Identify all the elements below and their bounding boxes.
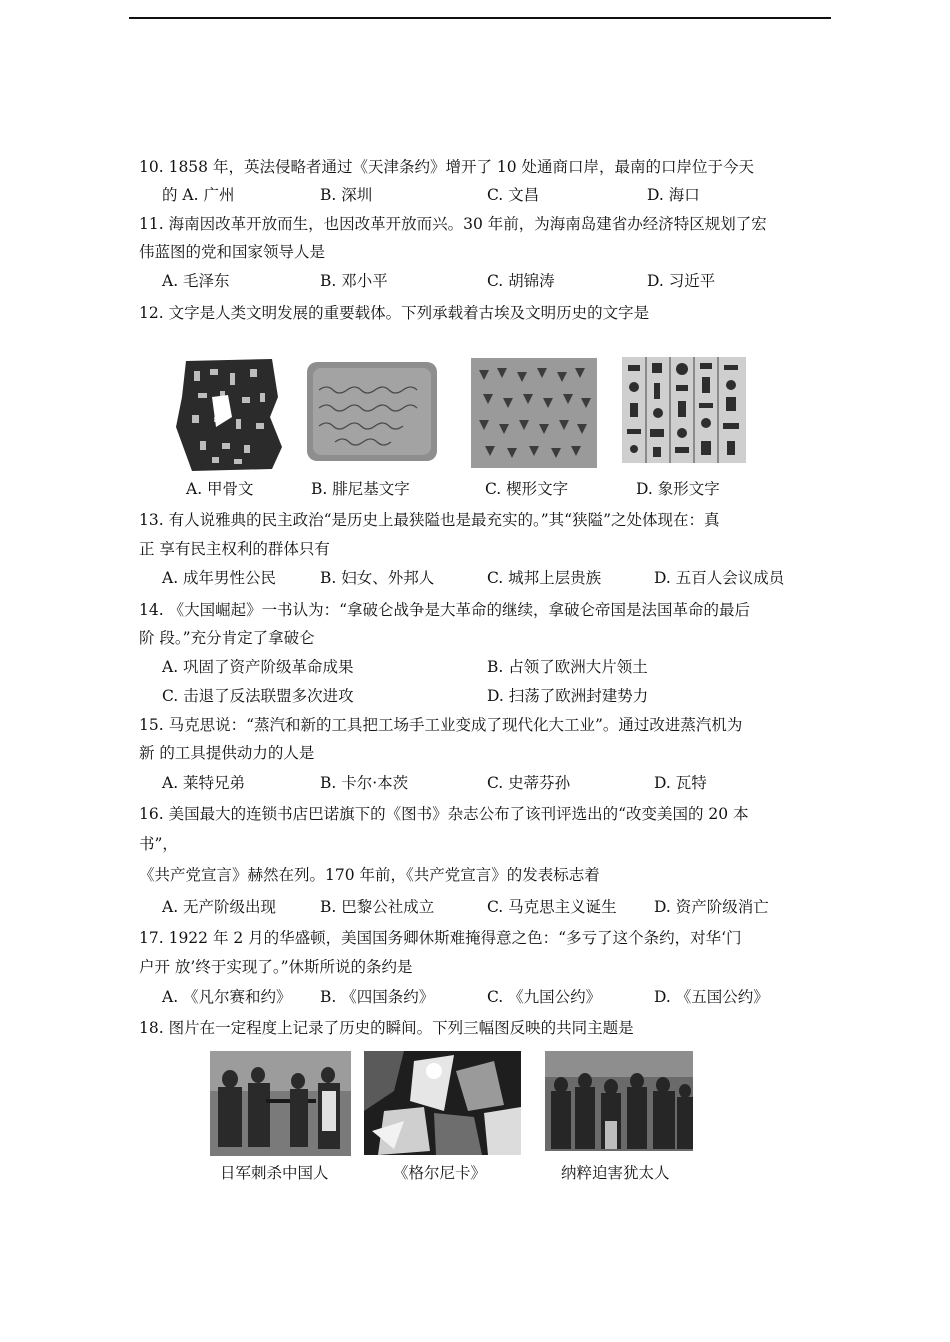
q15-stem-cont: 新 的工具提供动力的人是 — [139, 744, 315, 762]
q16-option-b: B. 巴黎公社成立 — [320, 898, 435, 916]
q11-stem-cont: 伟蓝图的党和国家领导人是 — [139, 243, 326, 261]
q14-option-c: C. 击退了反法联盟多次进攻 — [162, 687, 354, 705]
header-rule — [129, 17, 831, 19]
q16-option-a: A. 无产阶级出现 — [162, 898, 277, 916]
q11-option-c: C. 胡锦涛 — [487, 272, 555, 290]
q16-stem: 16. 美国最大的连锁书店巴诺旗下的《图书》杂志公布了该刊评选出的“改变美国的 20 本 — [139, 805, 749, 823]
q17-option-c: C. 《九国公约》 — [487, 988, 602, 1006]
q13-option-c: C. 城邦上层贵族 — [487, 569, 602, 587]
q12-option-a: A. 甲骨文 — [186, 480, 254, 498]
q16-stem-cont2: 《共产党宣言》赫然在列。170 年前，《共产党宣言》的发表标志着 — [139, 866, 600, 884]
q16-option-c: C. 马克思主义诞生 — [487, 898, 617, 916]
q10-option-b: B. 深圳 — [320, 186, 373, 204]
hieroglyph-image — [622, 357, 746, 463]
q15-option-d: D. 瓦特 — [654, 774, 707, 792]
q17-stem: 17. 1922 年 2 月的华盛顿，美国国务卿休斯难掩得意之色：“多亏了这个条约，对华‘门 — [139, 929, 742, 947]
q18-caption-2: 《格尔尼卡》 — [393, 1164, 487, 1182]
q12-option-d: D. 象形文字 — [636, 480, 720, 498]
q15-option-c: C. 史蒂芬孙 — [487, 774, 571, 792]
q16-stem-cont: 书”， — [139, 835, 178, 853]
q10-option-c: C. 文昌 — [487, 186, 540, 204]
q16-option-d: D. 资产阶级消亡 — [654, 898, 769, 916]
guernica-painting-image — [364, 1051, 521, 1155]
q13-option-d: D. 五百人会议成员 — [654, 569, 785, 587]
q10-stem-cont: 的 A. 广州 — [162, 186, 235, 204]
q17-option-d: D. 《五国公约》 — [654, 988, 769, 1006]
q11-option-a: A. 毛泽东 — [162, 272, 230, 290]
q18-stem: 18. 图片在一定程度上记录了历史的瞬间。下列三幅图反映的共同主题是 — [139, 1019, 634, 1037]
q15-stem: 15. 马克思说：“蒸汽和新的工具把工场手工业变成了现代化大工业”。通过改进蒸汽机为 — [139, 716, 743, 734]
q11-stem: 11. 海南因改革开放而生，也因改革开放而兴。30 年前，为海南岛建省办经济特区规划了宏 — [139, 215, 767, 233]
q14-option-a: A. 巩固了资产阶级革命成果 — [162, 658, 354, 676]
q11-option-d: D. 习近平 — [647, 272, 716, 290]
q17-option-a: A. 《凡尔赛和约》 — [162, 988, 292, 1006]
q10-option-d: D. 海口 — [647, 186, 700, 204]
persecution-photo-image — [545, 1051, 693, 1151]
q14-stem-cont: 阶 段。”充分肯定了拿破仑 — [139, 629, 315, 647]
q11-option-b: B. 邓小平 — [320, 272, 388, 290]
q17-stem-cont: 户开 放’终于实现了。”休斯所说的条约是 — [139, 958, 413, 976]
q14-option-d: D. 扫荡了欧洲封建势力 — [487, 687, 649, 705]
bayonet-photo-image — [210, 1051, 351, 1156]
q18-caption-1: 日军刺杀中国人 — [220, 1164, 329, 1182]
oracle-bone-image — [172, 357, 284, 471]
q18-caption-3: 纳粹迫害犹太人 — [561, 1164, 670, 1182]
q15-option-b: B. 卡尔·本茨 — [320, 774, 409, 792]
q14-option-b: B. 占领了欧洲大片领土 — [487, 658, 648, 676]
q12-stem: 12. 文字是人类文明发展的重要载体。下列承载着古埃及文明历史的文字是 — [139, 304, 650, 322]
cuneiform-tablet-image — [471, 358, 597, 468]
q17-option-b: B. 《四国条约》 — [320, 988, 435, 1006]
q10-stem: 10. 1858 年，英法侵略者通过《天津条约》增开了 10 处通商口岸，最南的口岸位于今天 — [139, 158, 755, 176]
q13-option-a: A. 成年男性公民 — [162, 569, 277, 587]
q13-stem-cont: 正 享有民主权利的群体只有 — [139, 540, 330, 558]
q14-stem: 14. 《大国崛起》一书认为：“拿破仑战争是大革命的继续，拿破仑帝国是法国革命的最后 — [139, 601, 751, 619]
q12-option-c: C. 楔形文字 — [485, 480, 569, 498]
q13-option-b: B. 妇女、外邦人 — [320, 569, 435, 587]
q13-stem: 13. 有人说雅典的民主政治“是历史上最狭隘也是最充实的。”其“狭隘”之处体现在：真 — [139, 511, 720, 529]
phoenician-tablet-image — [305, 360, 439, 463]
q15-option-a: A. 莱特兄弟 — [162, 774, 246, 792]
q12-option-b: B. 腓尼基文字 — [311, 480, 410, 498]
